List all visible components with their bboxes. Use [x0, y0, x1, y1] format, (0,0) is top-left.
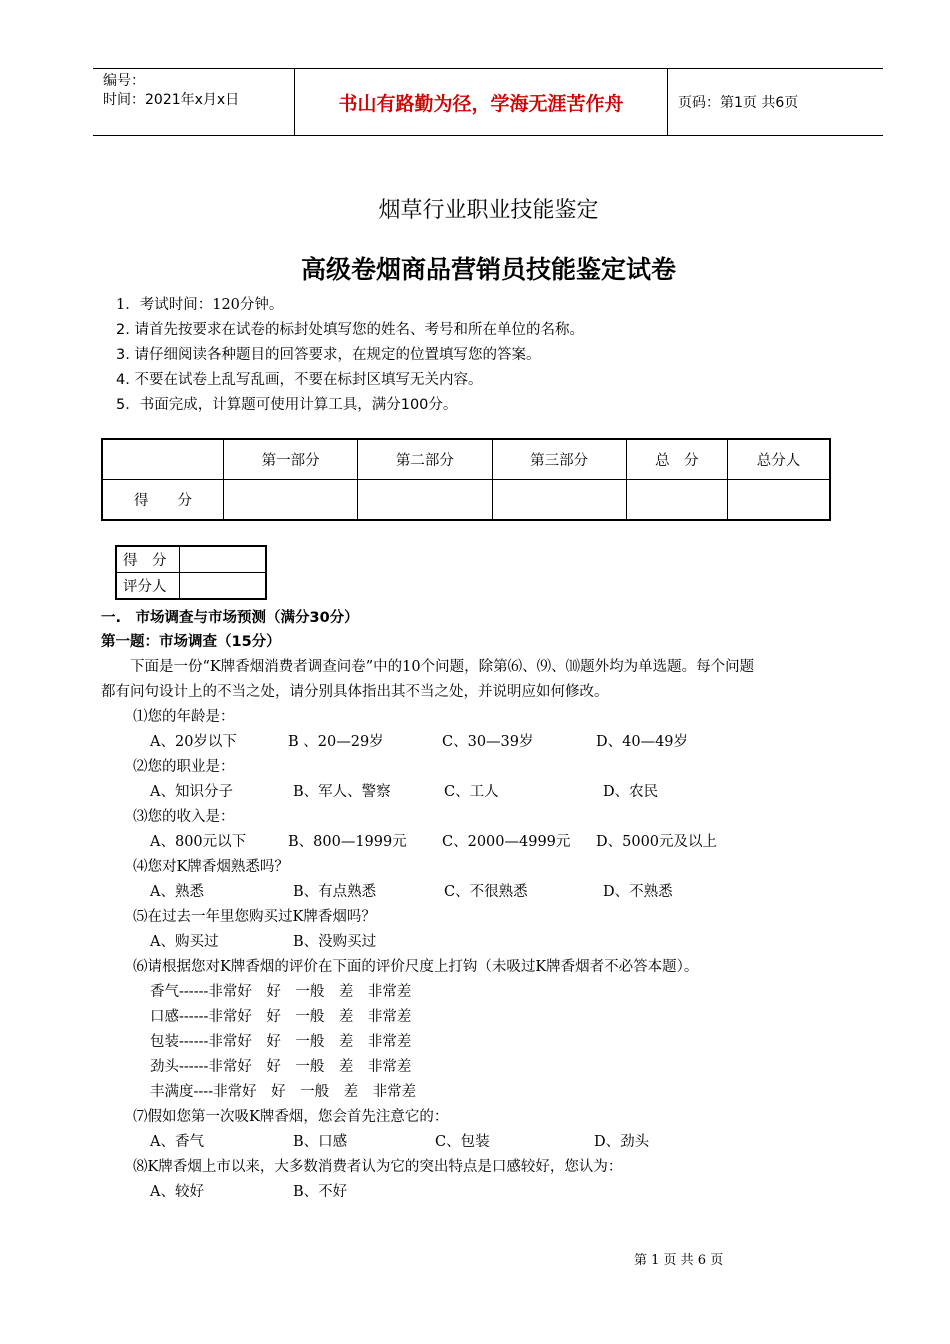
q7-option-c: C、包装 — [435, 1134, 490, 1150]
q6-scale-taste: 口感------非常好 好 一般 差 非常差 — [150, 1009, 412, 1025]
score-cell-total[interactable] — [626, 479, 727, 520]
score-cell-scorer[interactable] — [728, 479, 830, 520]
score-header-part3: 第三部分 — [492, 439, 626, 479]
score-header-part2: 第二部分 — [358, 439, 492, 479]
section-score-table — [115, 545, 267, 600]
score-cell-part1[interactable] — [224, 479, 358, 520]
score-header-total: 总 分 — [626, 439, 727, 479]
question-3: ⑶您的收入是： — [133, 809, 235, 825]
question-6: ⑹请根据您对K牌香烟的评价在下面的评价尺度上打钩（未吸过K牌香烟者不必答本题）。 — [133, 959, 699, 975]
q4-option-c: C、不很熟悉 — [444, 884, 528, 900]
q2-option-a: A、知识分子 — [150, 784, 233, 800]
header-divider-right — [667, 68, 668, 136]
q7-option-a: A、香气 — [150, 1134, 204, 1150]
instruction-2: 2. 请首先按要求在试卷的标封处填写您的姓名、考号和所在单位的名称。 — [116, 322, 584, 338]
code-label: 编号： — [103, 73, 145, 89]
intro-line-2: 都有问句设计上的不当之处，请分别具体指出其不当之处，并说明应如何修改。 — [101, 684, 609, 700]
q1-option-c: C、30—39岁 — [442, 734, 534, 750]
instruction-4: 4. 不要在试卷上乱写乱画，不要在标封区填写无关内容。 — [116, 372, 483, 388]
question-title: 第一题：市场调查（15分） — [101, 634, 281, 650]
header-bottom-rule — [93, 135, 883, 136]
page-footer: 第 1 页 共 6 页 — [634, 1253, 724, 1268]
question-8: ⑻K牌香烟上市以来，大多数消费者认为它的突出特点是口感较好，您认为： — [133, 1159, 623, 1175]
q6-scale-aroma: 香气------非常好 好 一般 差 非常差 — [150, 984, 412, 1000]
q6-scale-strength: 劲头------非常好 好 一般 差 非常差 — [150, 1059, 412, 1075]
q4-option-b: B、有点熟悉 — [293, 884, 377, 900]
score-cell-part3[interactable] — [492, 479, 626, 520]
q4-option-d: D、不熟悉 — [603, 884, 673, 900]
q2-option-c: C、工人 — [444, 784, 499, 800]
score-row-label: 得 分 — [102, 479, 224, 520]
q8-option-b: B、不好 — [293, 1184, 348, 1200]
q1-option-d: D、40—49岁 — [596, 734, 689, 750]
q3-option-a: A、800元以下 — [150, 834, 247, 850]
motto: 书山有路勤为径，学海无涯苦作舟 — [338, 93, 624, 115]
question-1: ⑴您的年龄是： — [133, 709, 235, 725]
q4-option-a: A、熟悉 — [150, 884, 204, 900]
q5-option-b: B、没购买过 — [293, 934, 377, 950]
score-header-part1: 第一部分 — [224, 439, 358, 479]
q2-option-b: B、军人、警察 — [293, 784, 391, 800]
q6-scale-package: 包装------非常好 好 一般 差 非常差 — [150, 1034, 412, 1050]
score-header-scorer: 总分人 — [728, 439, 830, 479]
question-2: ⑵您的职业是： — [133, 759, 235, 775]
question-4: ⑷您对K牌香烟熟悉吗？ — [133, 859, 289, 875]
intro-line-1: 下面是一份“K牌香烟消费者调查问卷”中的10个问题，除第⑹、⑼、⑽题外均为单选题。每个问题 — [101, 659, 755, 675]
section-scorer-label: 评分人 — [116, 573, 180, 600]
instruction-3: 3. 请仔细阅读各种题目的回答要求，在规定的位置填写您的答案。 — [116, 347, 541, 363]
page-info: 页码：第1页 共6页 — [678, 95, 799, 111]
exam-category-title: 烟草行业职业技能鉴定 — [378, 198, 599, 223]
q3-option-c: C、2000—4999元 — [442, 834, 571, 850]
score-table — [101, 438, 831, 521]
header-top-rule — [93, 68, 883, 69]
q1-option-b: B 、20—29岁 — [288, 734, 384, 750]
q6-scale-fullness: 丰满度----非常好 好 一般 差 非常差 — [150, 1084, 417, 1100]
score-cell-part2[interactable] — [358, 479, 492, 520]
question-7: ⑺假如您第一次吸K牌香烟，您会首先注意它的： — [133, 1109, 449, 1125]
instruction-5: 5．书面完成，计算题可使用计算工具，满分100分。 — [116, 397, 458, 413]
q3-option-d: D、5000元及以上 — [596, 834, 718, 850]
instruction-1: 1．考试时间：120分钟。 — [116, 297, 284, 313]
q1-option-a: A、20岁以下 — [150, 734, 237, 750]
q7-option-d: D、劲头 — [594, 1134, 650, 1150]
section-score-cell[interactable] — [180, 546, 267, 573]
q2-option-d: D、农民 — [603, 784, 659, 800]
section-heading: 一. 市场调查与市场预测（满分30分） — [101, 610, 359, 626]
section-scorer-cell[interactable] — [180, 573, 267, 600]
q3-option-b: B、800—1999元 — [288, 834, 407, 850]
q7-option-b: B、口感 — [293, 1134, 348, 1150]
question-5: ⑸在过去一年里您购买过K牌香烟吗？ — [133, 909, 376, 925]
q5-option-a: A、购买过 — [150, 934, 219, 950]
time-label: 时间：2021年x月x日 — [103, 92, 240, 108]
section-score-label: 得 分 — [116, 546, 180, 573]
exam-title: 高级卷烟商品营销员技能鉴定试卷 — [300, 255, 676, 284]
score-header-blank — [102, 439, 224, 479]
q8-option-a: A、较好 — [150, 1184, 204, 1200]
